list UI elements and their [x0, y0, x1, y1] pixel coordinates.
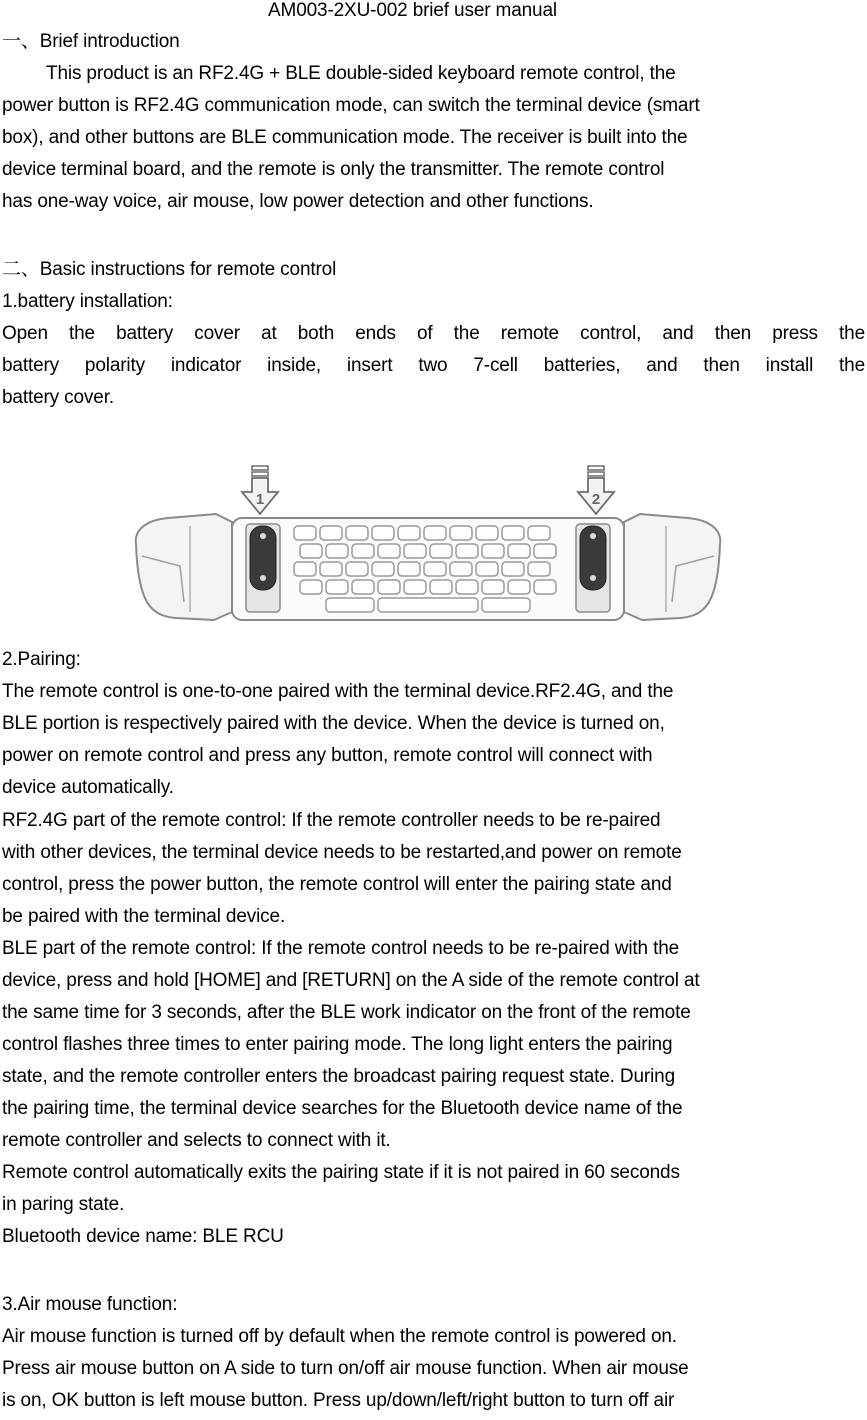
pairing-line-14: the pairing time, the terminal device searches for the Bluetooth device name of the	[2, 1098, 683, 1119]
pairing-line-18: Bluetooth device name: BLE RCU	[2, 1226, 284, 1247]
section1-line-5: has one-way voice, air mouse, low power detection and other functions.	[2, 191, 594, 212]
pairing-line-11: the same time for 3 seconds, after the BLE work indicator on the front of the remote	[2, 1002, 691, 1023]
right-end-cap	[624, 514, 720, 620]
pairing-line-17: in paring state.	[2, 1194, 125, 1215]
pairing-line-7: control, press the power button, the remote control will enter the pairing state and	[2, 874, 672, 895]
pairing-line-4: device automatically.	[2, 777, 174, 798]
pairing-line-5: RF2.4G part of the remote control: If the remote controller needs to be re-paired	[2, 810, 661, 831]
document-title: AM003-2XU-002 brief user manual	[268, 0, 557, 21]
svg-text:2: 2	[591, 491, 601, 508]
pairing-line-16: Remote control automatically exits the pairing state if it is not paired in 60 seconds	[2, 1162, 680, 1183]
arrow-down-icon-1	[242, 466, 278, 514]
pairing-line-13: state, and the remote controller enters the broadcast pairing request state. During	[2, 1066, 675, 1087]
pairing-line-1: The remote control is one-to-one paired with the terminal device.RF2.4G, and the	[2, 681, 674, 702]
section1-line-4: device terminal board, and the remote is only the transmitter. The remote control	[2, 159, 665, 180]
pairing-line-12: control flashes three times to enter pairing mode. The long light enters the pairing	[2, 1034, 673, 1055]
remote-control-illustration	[128, 462, 728, 628]
pairing-line-6: with other devices, the terminal device needs to be restarted,and power on remote	[2, 842, 682, 863]
air-mouse-line-1: Air mouse function is turned off by default when the remote control is powered on.	[2, 1326, 677, 1347]
pairing-line-15: remote controller and selects to connect with it.	[2, 1130, 391, 1151]
pairing-line-3: power on remote control and press any button, remote control will connect with	[2, 745, 653, 766]
pairing-line-10: device, press and hold [HOME] and [RETURN] on the A side of the remote control at	[2, 970, 700, 991]
pairing-subheading: 2.Pairing:	[2, 649, 81, 670]
battery-line-2: battery polarity indicator inside, insert two 7-cell batteries, and then install the	[2, 355, 865, 376]
left-end-cap	[136, 514, 232, 620]
pairing-line-2: BLE portion is respectively paired with the device. When the device is turned on,	[2, 713, 665, 734]
air-mouse-line-3: is on, OK button is left mouse button. Press up/down/left/right button to turn off air	[2, 1390, 675, 1411]
section1-line-1: This product is an RF2.4G + BLE double-sided keyboard remote control, the	[46, 63, 676, 84]
air-mouse-line-2: Press air mouse button on A side to turn on/off air mouse function. When air mouse	[2, 1358, 689, 1379]
section1-heading: 一、Brief introduction	[2, 31, 180, 52]
keyboard-keys	[294, 526, 556, 612]
section2-heading: 二、Basic instructions for remote control	[2, 259, 337, 280]
section1-line-3: box), and other buttons are BLE communication mode. The receiver is built into the	[2, 127, 688, 148]
battery-installation-figure	[128, 462, 728, 628]
battery-line-1: Open the battery cover at both ends of the remote control, and then press the	[2, 323, 865, 344]
air-mouse-subheading: 3.Air mouse function:	[2, 1294, 178, 1315]
section1-line-2: power button is RF2.4G communication mode, can switch the terminal device (smart	[2, 95, 700, 116]
pairing-line-9: BLE part of the remote control: If the remote control needs to be re-paired with the	[2, 938, 680, 959]
svg-text:1: 1	[255, 491, 265, 508]
pairing-line-8: be paired with the terminal device.	[2, 906, 286, 927]
arrow-down-icon-2	[578, 466, 614, 514]
battery-subheading: 1.battery installation:	[2, 291, 173, 312]
battery-line-3: battery cover.	[2, 387, 114, 408]
